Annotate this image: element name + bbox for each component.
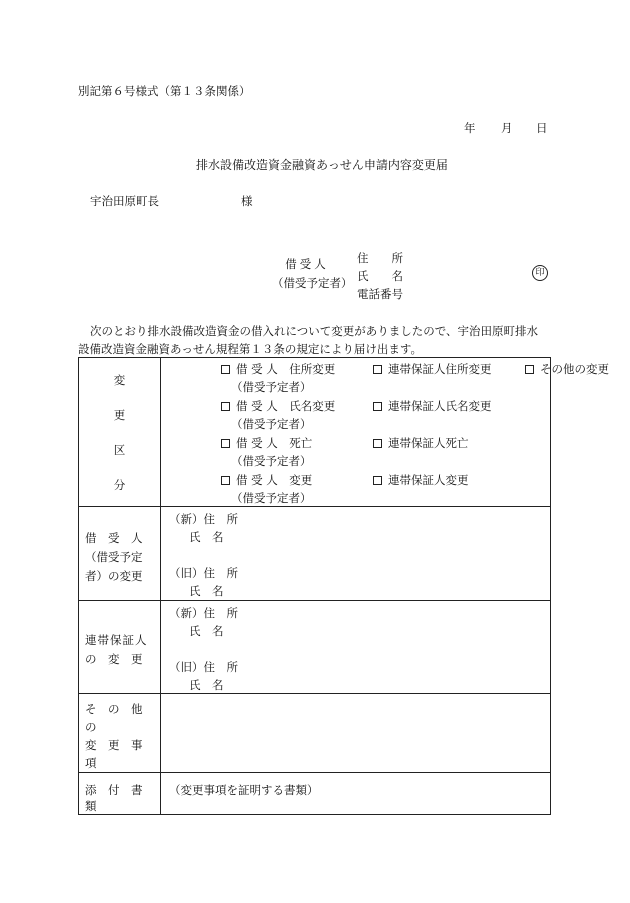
change-type-char: 区: [113, 442, 126, 457]
borrower-new-name[interactable]: 氏 名: [189, 530, 224, 544]
option-sub: （借受予定者）: [231, 491, 312, 505]
option-sub: （借受予定者）: [231, 380, 312, 394]
option-label: 連帯保証人氏名変更: [388, 399, 492, 413]
date-month: 月: [501, 121, 513, 135]
guarantor-change-fields: [161, 601, 551, 694]
option-label: 借 受 人 変更: [236, 473, 313, 487]
option-borrower-address[interactable]: [221, 361, 335, 377]
checkbox-icon[interactable]: [525, 365, 534, 374]
option-guarantor-name[interactable]: [373, 398, 492, 414]
option-label: その他の変更: [540, 362, 609, 376]
attachments-field[interactable]: [161, 773, 551, 815]
attachments-label: [79, 773, 161, 815]
guarantor-old-address[interactable]: （旧）住 所: [169, 660, 238, 674]
change-type-char: 変: [113, 372, 126, 387]
checkbox-icon[interactable]: [221, 439, 230, 448]
label-line: の 変 更: [85, 652, 143, 666]
form-number: 別記第６号様式（第１３条関係）: [78, 84, 251, 98]
checkbox-icon[interactable]: [221, 476, 230, 485]
option-label: 連帯保証人死亡: [388, 436, 469, 450]
option-borrower-death[interactable]: [221, 435, 312, 451]
guarantor-new-address[interactable]: （新）住 所: [169, 606, 238, 620]
label-line: そ の 他 の: [85, 702, 154, 734]
checkbox-icon[interactable]: [221, 402, 230, 411]
honorific: 様: [241, 194, 253, 208]
checkbox-icon[interactable]: [373, 365, 382, 374]
option-guarantor-change[interactable]: [373, 472, 469, 488]
option-label: 借 受 人 氏名変更: [236, 399, 336, 413]
applicant-role: [272, 256, 353, 291]
guarantor-change-label: [79, 601, 161, 694]
other-change-label: [79, 694, 161, 773]
option-label: 連帯保証人変更: [388, 473, 469, 487]
label-line: （借受予定: [85, 550, 143, 564]
attachments-value: （変更事項を証明する書類）: [169, 783, 319, 797]
option-sub: （借受予定者）: [231, 417, 312, 431]
change-form-table: [78, 357, 609, 815]
label-line: 者）の変更: [85, 569, 143, 583]
seal-mark-icon: 印: [532, 265, 548, 281]
body-text-line1: 次のとおり排水設備改造資金の借入れについて変更がありましたので、宇治田原町排水: [90, 324, 539, 338]
borrower-old-name[interactable]: 氏 名: [189, 584, 224, 598]
checkbox-icon[interactable]: [373, 402, 382, 411]
checkbox-icon[interactable]: [221, 365, 230, 374]
label-line: 連帯保証人: [85, 633, 148, 647]
attachments-label-text: 添 付 書 類: [85, 783, 154, 813]
date-year: 年: [464, 121, 476, 135]
borrower-change-label: [79, 507, 161, 601]
borrower-old-address[interactable]: （旧）住 所: [169, 566, 238, 580]
guarantor-new-name[interactable]: 氏 名: [189, 624, 224, 638]
change-type-options: [161, 358, 609, 507]
body-text-line2: 設備改造資金融資あっせん規程第１３条の規定により届け出ます。: [78, 342, 422, 356]
option-sub: （借受予定者）: [231, 454, 312, 468]
addressee: 宇治田原町長: [90, 194, 159, 208]
date-day: 日: [536, 121, 548, 135]
option-label: 借 受 人 住所変更: [236, 362, 336, 376]
other-change-field[interactable]: [161, 694, 551, 773]
applicant-field-phone: 電話番号: [357, 287, 403, 301]
applicant-role-label: 借受人: [285, 257, 329, 271]
checkbox-icon[interactable]: [373, 439, 382, 448]
applicant-field-name: 氏 名: [357, 269, 403, 283]
date-line: [464, 120, 546, 136]
option-borrower-name[interactable]: [221, 398, 335, 414]
change-type-char: 更: [113, 407, 126, 422]
option-guarantor-address[interactable]: [373, 361, 492, 377]
option-guarantor-death[interactable]: [373, 435, 469, 451]
borrower-change-fields: [161, 507, 551, 601]
checkbox-icon[interactable]: [373, 476, 382, 485]
label-line: 変 更 事 項: [85, 738, 154, 770]
change-type-char: 分: [113, 477, 126, 492]
change-type-label: [79, 358, 161, 507]
option-label: 借 受 人 死亡: [236, 436, 313, 450]
option-label: 連帯保証人住所変更: [388, 362, 492, 376]
applicant-field-address: 住 所: [357, 251, 403, 265]
borrower-new-address[interactable]: （新）住 所: [169, 512, 238, 526]
document-title: 排水設備改造資金融資あっせん申請内容変更届: [196, 158, 448, 172]
guarantor-old-name[interactable]: 氏 名: [189, 678, 224, 692]
option-other[interactable]: [525, 361, 609, 377]
option-borrower-change[interactable]: [221, 472, 312, 488]
label-line: 借 受 人: [85, 531, 143, 545]
applicant-role-sub: （借受予定者）: [272, 276, 353, 290]
